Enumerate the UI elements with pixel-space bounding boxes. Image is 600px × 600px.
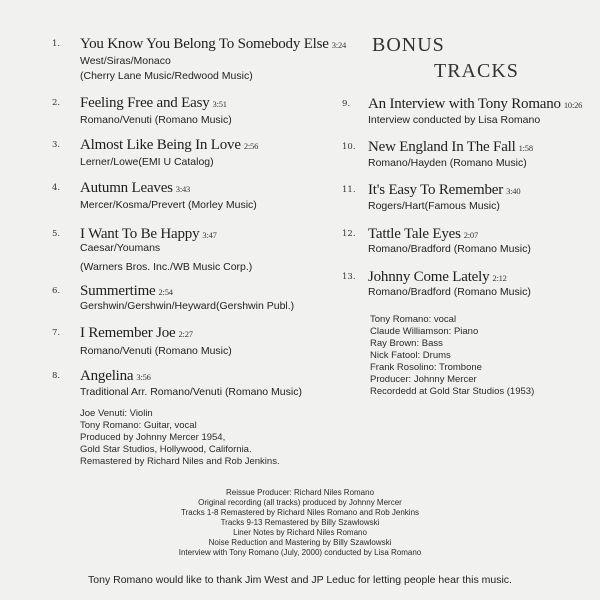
track-credit: Lerner/Lowe(EMI U Catalog) xyxy=(80,156,214,168)
track-number: 5. xyxy=(52,229,61,239)
production-line: Original recording (all tracks) produced by Johnny Mercer xyxy=(198,498,402,507)
track-title: It's Easy To Remember 3:40 xyxy=(368,182,521,198)
track-title: Angelina 3:56 xyxy=(80,368,151,384)
production-line: Liner Notes by Richard Niles Romano xyxy=(233,528,367,537)
note-line: Joe Venuti: Violin xyxy=(80,408,153,419)
track-credit: Romano/Hayden (Romano Music) xyxy=(368,157,527,169)
track-title: Johnny Come Lately 2:12 xyxy=(368,269,507,285)
track-duration: 3:43 xyxy=(175,184,191,194)
track-duration: 3:47 xyxy=(202,230,217,240)
note-line: Tony Romano: vocal xyxy=(370,314,457,325)
track-number: 7. xyxy=(52,328,61,338)
thanks-note: Tony Romano would like to thank Jim West and JP Leduc for letting people hear this music. xyxy=(88,574,512,586)
track-number: 10. xyxy=(342,142,356,152)
track-credit: Caesar/Youmans xyxy=(80,242,161,254)
track-credit: Mercer/Kosma/Prevert (Morley Music) xyxy=(80,199,257,211)
note-line: Ray Brown: Bass xyxy=(370,338,443,349)
track-duration: 3:56 xyxy=(136,372,151,382)
track-number: 4. xyxy=(52,183,61,193)
track-number: 11. xyxy=(342,185,356,195)
track-credit: Traditional Arr. Romano/Venuti (Romano Music) xyxy=(80,386,302,398)
track-credit: Romano/Venuti (Romano Music) xyxy=(80,345,232,357)
track-credit: (Cherry Lane Music/Redwood Music) xyxy=(80,70,253,82)
production-line: Noise Reduction and Mastering by Billy Szawlowski xyxy=(208,538,392,547)
note-line: Claude Williamson: Piano xyxy=(370,326,479,337)
production-line: Interview with Tony Romano (July, 2000) conducted by Lisa Romano xyxy=(178,548,422,557)
track-number: 9. xyxy=(342,99,351,109)
track-number: 6. xyxy=(52,286,61,296)
production-line: Tracks 9-13 Remastered by Billy Szawlowski xyxy=(220,518,380,527)
track-title: Autumn Leaves 3:43 xyxy=(80,180,191,196)
track-duration: 1:58 xyxy=(518,143,533,153)
track-credit: Romano/Bradford (Romano Music) xyxy=(368,286,531,298)
note-line: Tony Romano: Guitar, vocal xyxy=(80,420,197,431)
note-line: Nick Fatool: Drums xyxy=(370,350,451,361)
track-credit: Romano/Venuti (Romano Music) xyxy=(80,114,232,126)
track-credit: Interview conducted by Lisa Romano xyxy=(368,114,541,126)
track-title: Tattle Tale Eyes 2:07 xyxy=(368,226,479,242)
track-duration: 3:51 xyxy=(212,99,227,109)
track-duration: 2:27 xyxy=(178,329,193,339)
track-duration: 3:24 xyxy=(331,40,347,50)
track-title: You Know You Belong To Somebody Else 3:24 xyxy=(80,36,347,52)
track-duration: 10:26 xyxy=(563,100,583,110)
note-line: Gold Star Studios, Hollywood, California. xyxy=(80,444,252,455)
right-personnel-notes xyxy=(370,314,534,398)
track-title: An Interview with Tony Romano 10:26 xyxy=(368,96,583,112)
track-duration: 2:07 xyxy=(463,230,479,240)
track-duration: 3:40 xyxy=(506,186,521,196)
production-line: Tracks 1-8 Remastered by Richard Niles Romano and Rob Jenkins xyxy=(180,508,420,517)
track-title: New England In The Fall 1:58 xyxy=(368,139,533,155)
track-credit: Rogers/Hart(Famous Music) xyxy=(368,200,500,212)
note-line: Frank Rosolino: Trombone xyxy=(370,362,482,373)
note-line: Remastered by Richard Niles and Rob Jenkins. xyxy=(80,456,280,467)
track-title: I Remember Joe 2:27 xyxy=(80,325,193,341)
track-credit: Gershwin/Gershwin/Heyward(Gershwin Publ.) xyxy=(80,300,295,312)
bonus-heading-line1: BONUS xyxy=(372,34,445,56)
track-duration: 2:12 xyxy=(492,273,507,283)
note-line: Producer: Johnny Mercer xyxy=(370,374,477,385)
note-line: Produced by Johnny Mercer 1954, xyxy=(80,432,226,443)
note-line: Recordedd at Gold Star Studios (1953) xyxy=(370,386,535,397)
track-title: Feeling Free and Easy 3:51 xyxy=(80,95,227,111)
left-personnel-notes xyxy=(80,408,280,468)
track-number: 13. xyxy=(342,272,356,282)
track-title: Almost Like Being In Love 2:56 xyxy=(80,137,259,153)
track-duration: 2:54 xyxy=(158,287,173,297)
track-number: 3. xyxy=(52,140,61,150)
production-credits xyxy=(0,488,600,558)
track-duration: 2:56 xyxy=(243,141,259,151)
track-credit: Romano/Bradford (Romano Music) xyxy=(368,243,531,255)
bonus-heading-line2: TRACKS xyxy=(434,60,519,82)
track-number: 8. xyxy=(52,371,61,381)
track-number: 2. xyxy=(52,98,61,108)
production-line: Reissue Producer: Richard Niles Romano xyxy=(225,488,375,497)
track-number: 12. xyxy=(342,229,356,239)
track-title: I Want To Be Happy 3:47 xyxy=(80,226,217,242)
track-credit: West/Siras/Monaco xyxy=(80,55,171,67)
track-title: Summertime 2:54 xyxy=(80,283,173,299)
track-number: 1. xyxy=(52,39,61,49)
track-credit: (Warners Bros. Inc./WB Music Corp.) xyxy=(80,261,253,273)
